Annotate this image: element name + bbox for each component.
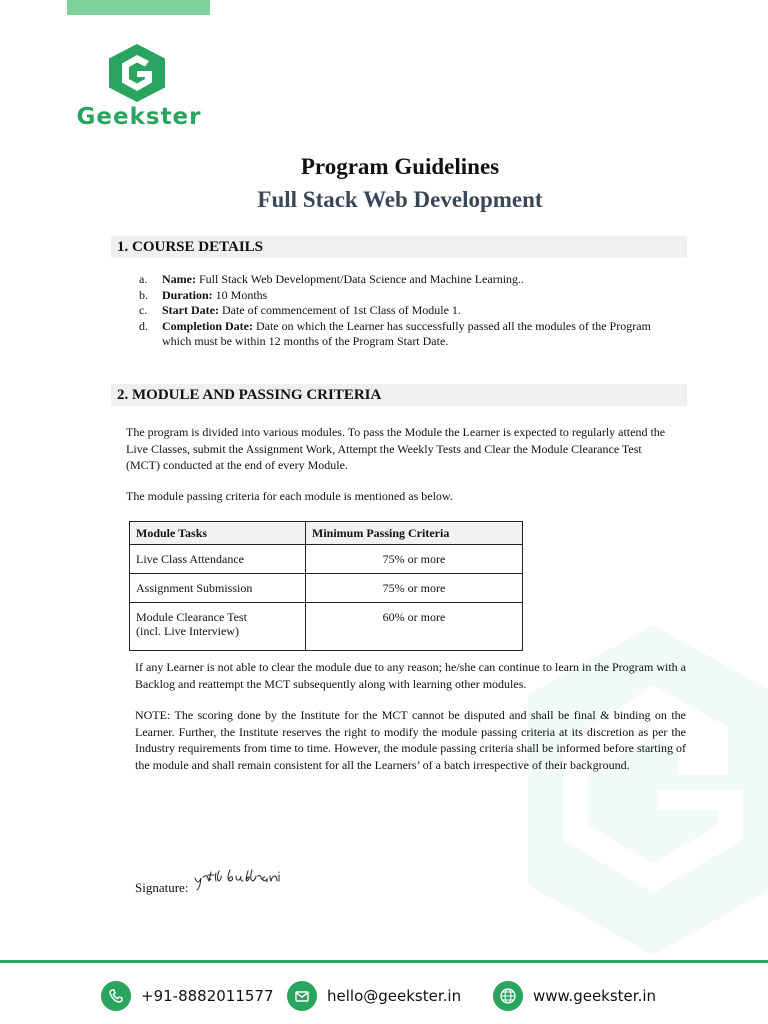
list-marker: d.: [139, 318, 148, 333]
list-marker: c.: [139, 303, 148, 318]
phone-number[interactable]: +91-8882011577: [141, 987, 274, 1005]
column-header-minimum-criteria: Minimum Passing Criteria: [306, 522, 523, 545]
list-item: [139, 319, 659, 350]
criteria-cell: 75% or more: [306, 545, 523, 574]
task-text: Module Clearance Test: [136, 610, 247, 624]
task-text-line2: (incl. Live Interview): [136, 624, 239, 638]
list-item-text: [162, 288, 267, 304]
mail-icon: [287, 981, 317, 1011]
list-item-text: [162, 319, 659, 350]
handwritten-signature: [192, 868, 302, 892]
criteria-cell: 75% or more: [306, 574, 523, 603]
task-cell: Assignment Submission: [130, 574, 306, 603]
brand-logo: [73, 44, 205, 134]
footer-divider: [0, 960, 768, 963]
list-item-value: Date of commencement of 1st Class of Module 1.: [218, 303, 461, 318]
footer-email[interactable]: [287, 981, 461, 1011]
criteria-cell: 60% or more: [306, 603, 523, 651]
column-header-module-tasks: Module Tasks: [130, 522, 306, 545]
list-item-label: Completion Date:: [162, 318, 253, 333]
backlog-paragraph: If any Learner is not able to clear the module due to any reason; he/she can continue to learn in the Program with a Backlog and reattempt the MCT subsequently along with learning other modules.: [135, 660, 686, 691]
list-item-value: Date on which the Learner has successfully passed all the modules of the Program which must be within 12 months of the Program Start Date.: [162, 318, 651, 349]
section-heading-course-details: 1. COURSE DETAILS: [111, 236, 687, 258]
document-subtitle: Full Stack Web Development: [257, 187, 543, 212]
top-accent-bar: [67, 0, 210, 15]
geekster-logo-icon: [109, 44, 165, 102]
table-row: [130, 574, 523, 603]
table-header-row: [130, 522, 523, 545]
table-row: [130, 545, 523, 574]
list-marker: a.: [139, 272, 148, 286]
list-item: [139, 272, 659, 288]
email-address[interactable]: hello@geekster.in: [327, 987, 462, 1005]
brand-name: Geekster: [76, 104, 202, 130]
list-item-label: Name:: [162, 272, 196, 286]
footer-website[interactable]: [493, 981, 656, 1011]
table-row: [130, 603, 523, 651]
document-title: Program Guidelines: [300, 154, 500, 179]
list-item-text: [162, 303, 461, 319]
phone-icon: [101, 981, 131, 1011]
note-paragraph: NOTE: The scoring done by the Institute for the MCT cannot be disputed and shall be final & binding on the Learner. Further, the Institute reserves the right to modify the module passing criteria at its discretion as per the Industry requirements from time to time. However, the module passing criteria shall be informed before starting of the module and shall remain consistent for all the Learners’ of a batch irrespective of their background.: [135, 708, 686, 772]
footer-phone[interactable]: [101, 981, 274, 1011]
globe-icon: [493, 981, 523, 1011]
list-item-value: 10 Months: [212, 287, 268, 302]
course-details-list: [139, 272, 659, 350]
list-item: [139, 303, 659, 319]
list-item-label: Duration:: [162, 287, 213, 302]
section-heading-module-criteria: 2. MODULE AND PASSING CRITERIA: [111, 384, 687, 406]
list-marker: b.: [139, 287, 148, 302]
signature-block: [135, 868, 302, 896]
list-item-label: Start Date:: [162, 303, 219, 318]
list-item-value: Full Stack Web Development/Data Science and Machine Learning..: [195, 272, 525, 286]
list-item-text: [162, 272, 524, 288]
table-intro-paragraph: The module passing criteria for each module is mentioned as below.: [126, 489, 453, 503]
module-intro-paragraph: The program is divided into various modules. To pass the Module the Learner is expected to regularly attend the Live Classes, submit the Assignment Work, Attempt the Weekly Tests and Clear the Module Clearance Test (MCT) conducted at the end of every Module.: [126, 425, 666, 472]
signature-label: Signature:: [135, 880, 189, 895]
website-url[interactable]: www.geekster.in: [533, 987, 657, 1005]
passing-criteria-table: [129, 521, 523, 651]
list-item: [139, 288, 659, 304]
task-cell: Live Class Attendance: [130, 545, 306, 574]
task-cell: [130, 603, 306, 651]
